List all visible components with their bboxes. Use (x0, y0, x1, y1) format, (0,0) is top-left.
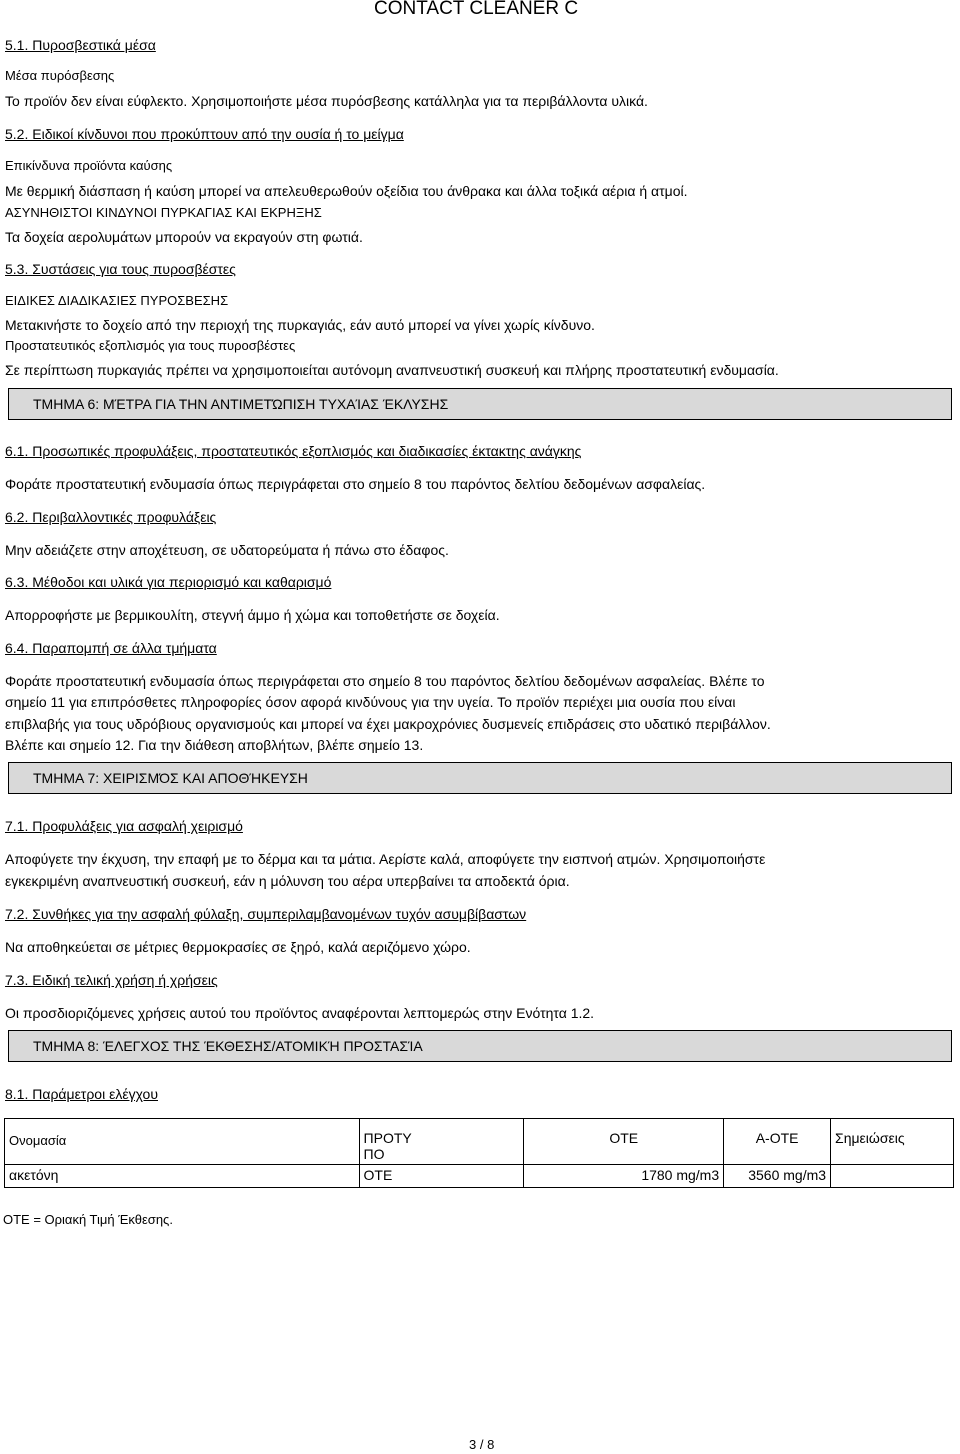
section-6-4-line-1: Φοράτε προστατευτική ενδυμασία όπως περιγράφεται στο σημείο 8 του παρόντος δελτίου δεδομένων ασφαλείας. Βλέπε το (5, 673, 765, 689)
combustion-products-label: Επικίνδυνα προϊόντα καύσης (5, 158, 173, 173)
section-5-1-title: 5.1. Πυροσβεστικά μέσα (5, 37, 156, 53)
combustion-products-text: Με θερμική διάσπαση ή καύση μπορεί να απελευθερωθούν οξείδια του άνθρακα και άλλα τοξικά αέρια ή ατμοί. (5, 183, 688, 199)
section-6-4-line-2: σημείο 11 για επιπρόσθετες πληροφορίες όσον αφορά κινδύνους για την υγεία. Το προϊόν περιέχει μια ουσία που είναι (5, 694, 736, 710)
section-7-3-text: Οι προσδιοριζόμενες χρήσεις αυτού του προϊόντος αναφέρονται λεπτομερώς στην Ενότητα 1.2. (5, 1005, 595, 1021)
header-standard: ΠΡΟΤΥ ΠΟ (359, 1119, 524, 1165)
firefighting-procedures-label: ΕΙΔΙΚΕΣ ΔΙΑΔΙΚΑΣΙΕΣ ΠΥΡΟΣΒΕΣΗΣ (5, 293, 229, 308)
section-7-heading: ΤΜΗΜΑ 7: ΧΕΙΡΙΣΜΌΣ ΚΑΙ ΑΠΟΘΉΚΕΥΣΗ (33, 770, 308, 786)
header-notes: Σημειώσεις (831, 1119, 954, 1165)
section-7-2-title: 7.2. Συνθήκες για την ασφαλή φύλαξη, συμπεριλαμβανομένων τυχόν ασυμβίβαστων (5, 906, 527, 922)
table-row (5, 1165, 954, 1188)
page-number: 3 / 8 (469, 1437, 495, 1452)
section-6-3-text: Απορροφήστε με βερμικουλίτη, στεγνή άμμο ή χώμα και τοποθετήστε σε δοχεία. (5, 607, 500, 623)
section-7-3-title: 7.3. Ειδική τελική χρήση ή χρήσεις (5, 972, 218, 988)
cell-a-ote: 3560 mg/m3 (724, 1165, 831, 1188)
section-5-2-title: 5.2. Ειδικοί κίνδυνοι που προκύπτουν από την ουσία ή το μείγμα (5, 126, 404, 142)
protective-equipment-text: Σε περίπτωση πυρκαγιάς πρέπει να χρησιμοποιείται αυτόνομη αναπνευστική συσκευή και πλήρης προστατευτική ενδυμασία. (5, 362, 779, 378)
section-6-4-line-3: επιβλαβής για τους υδρόβιους οργανισμούς και μπορεί να έχει μακροχρόνιες δυσμενείς επιδράσεις στο υδατικό περιβάλλον. (5, 716, 771, 732)
table-header-row (5, 1119, 954, 1165)
section-7-2-text: Να αποθηκεύεται σε μέτριες θερμοκρασίες σε ξηρό, καλά αεριζόμενο χώρο. (5, 939, 471, 955)
section-6-2-text: Μην αδειάζετε στην αποχέτευση, σε υδατορεύματα ή πάνω στο έδαφος. (5, 542, 449, 558)
cell-standard: ΟΤΕ (359, 1165, 524, 1188)
cell-notes (831, 1165, 954, 1188)
cell-ote: 1780 mg/m3 (524, 1165, 724, 1188)
protective-equipment-label: Προστατευτικός εξοπλισμός για τους πυροσβέστες (5, 338, 296, 353)
section-8-heading: ΤΜΗΜΑ 8: ΈΛΕΓΧΟΣ ΤΗΣ ΈΚΘΕΣΗΣ/ΑΤΟΜΙΚΉ ΠΡΟΣΤΑΣΊΑ (33, 1038, 423, 1054)
header-name: Ονομασία (5, 1119, 360, 1165)
section-6-4-title: 6.4. Παραπομπή σε άλλα τμήματα (5, 640, 217, 656)
section-6-3-title: 6.3. Μέθοδοι και υλικά για περιορισμό και καθαρισμό (5, 574, 332, 590)
cell-name: ακετόνη (5, 1165, 360, 1188)
section-6-4-line-4: Βλέπε και σημείο 12. Για την διάθεση αποβλήτων, βλέπε σημείο 13. (5, 737, 424, 753)
section-6-heading: ΤΜΗΜΑ 6: ΜΈΤΡΑ ΓΙΑ ΤΗΝ ΑΝΤΙΜΕΤΏΠΙΣΗ ΤΥΧΑΊΑΣ ΈΚΛΥΣΗΣ (33, 396, 449, 412)
header-a-ote: Α-ΟΤΕ (724, 1119, 831, 1165)
section-6-2-title: 6.2. Περιβαλλοντικές προφυλάξεις (5, 509, 217, 525)
extinguishing-media-text: Το προϊόν δεν είναι εύφλεκτο. Χρησιμοποιήστε μέσα πυρόσβεσης κατάλληλα για τα περιβάλλοντα υλικά. (5, 93, 648, 109)
table-footnote: ΟΤΕ = Οριακή Τιμή Έκθεσης. (3, 1212, 173, 1227)
product-name-header: CONTACT CLEANER C (374, 0, 579, 19)
section-8-1-title: 8.1. Παράμετροι ελέγχου (5, 1086, 158, 1102)
exposure-limits-table (4, 1118, 954, 1188)
section-7-1-line-1: Αποφύγετε την έκχυση, την επαφή με το δέρμα και τα μάτια. Αερίστε καλά, αποφύγετε την εισπνοή ατμών. Χρησιμοποιήστε (5, 851, 766, 867)
firefighting-procedures-text: Μετακινήστε το δοχείο από την περιοχή της πυρκαγιάς, εάν αυτό μπορεί να γίνει χωρίς κίνδυνο. (5, 317, 595, 333)
section-6-heading-bar (8, 388, 952, 420)
section-7-1-title: 7.1. Προφυλάξεις για ασφαλή χειρισμό (5, 818, 243, 834)
unusual-hazards-text: Τα δοχεία αερολυμάτων μπορούν να εκραγούν στη φωτιά. (5, 229, 363, 245)
extinguishing-media-label: Μέσα πυρόσβεσης (5, 68, 115, 83)
section-6-1-text: Φοράτε προστατευτική ενδυμασία όπως περιγράφεται στο σημείο 8 του παρόντος δελτίου δεδομένων ασφαλείας. (5, 476, 706, 492)
section-8-heading-bar (8, 1030, 952, 1062)
header-ote: ΟΤΕ (524, 1119, 724, 1165)
section-5-3-title: 5.3. Συστάσεις για τους πυροσβέστες (5, 261, 236, 277)
unusual-hazards-label: ΑΣΥΝΗΘΙΣΤΟΙ ΚΙΝΔΥΝΟΙ ΠΥΡΚΑΓΙΑΣ ΚΑΙ ΕΚΡΗΞΗΣ (5, 205, 322, 220)
section-6-1-title: 6.1. Προσωπικές προφυλάξεις, προστατευτικός εξοπλισμός και διαδικασίες έκτακτης ανάγκης (5, 443, 582, 459)
section-7-heading-bar (8, 762, 952, 794)
section-7-1-line-2: εγκεκριμένη αναπνευστική συσκευή, εάν η μόλυνση του αέρα υπερβαίνει τα αποδεκτά όρια. (5, 873, 570, 889)
